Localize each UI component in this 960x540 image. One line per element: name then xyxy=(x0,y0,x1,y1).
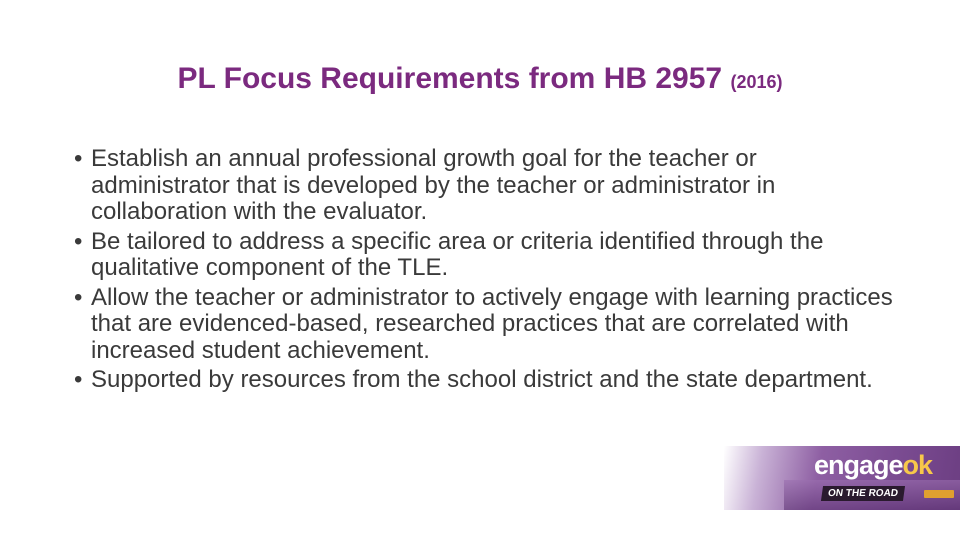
bullet-text: Be tailored to address a specific area or criteria identified through the qualitative component of the TLE. xyxy=(91,227,824,281)
bullet-item xyxy=(74,285,894,365)
bullet-item xyxy=(74,146,894,226)
slide-title-year: (2016) xyxy=(730,72,783,92)
bullet-icon: • xyxy=(74,227,83,255)
bullet-icon: • xyxy=(74,366,83,393)
bullet-icon: • xyxy=(74,145,83,172)
slide-title xyxy=(0,62,960,96)
logo-brand-main: engage xyxy=(814,450,903,480)
logo-brand-accent: ok xyxy=(902,450,933,480)
bullet-text: Supported by resources from the school district and the state department. xyxy=(91,366,873,393)
bullet-item xyxy=(74,229,894,282)
logo-tagline: ON THE ROAD xyxy=(821,486,905,501)
bullet-icon: • xyxy=(74,283,83,311)
engageok-logo xyxy=(724,446,960,510)
bullet-text: Establish an annual professional growth goal for the teacher or administrator that is developed by the teacher or administrator in collaboration with the evaluator. xyxy=(91,145,776,225)
bullet-list xyxy=(74,146,894,397)
bullet-item xyxy=(74,367,894,394)
slide-title-text: PL Focus Requirements from HB 2957 xyxy=(177,62,723,95)
bullet-text: Allow the teacher or administrator to actively engage with learning practices that are evidenced-based, researched practices that are correlated with increased student achievement. xyxy=(91,283,893,364)
oklahoma-flag-icon xyxy=(924,490,954,498)
logo-brand xyxy=(814,450,932,481)
